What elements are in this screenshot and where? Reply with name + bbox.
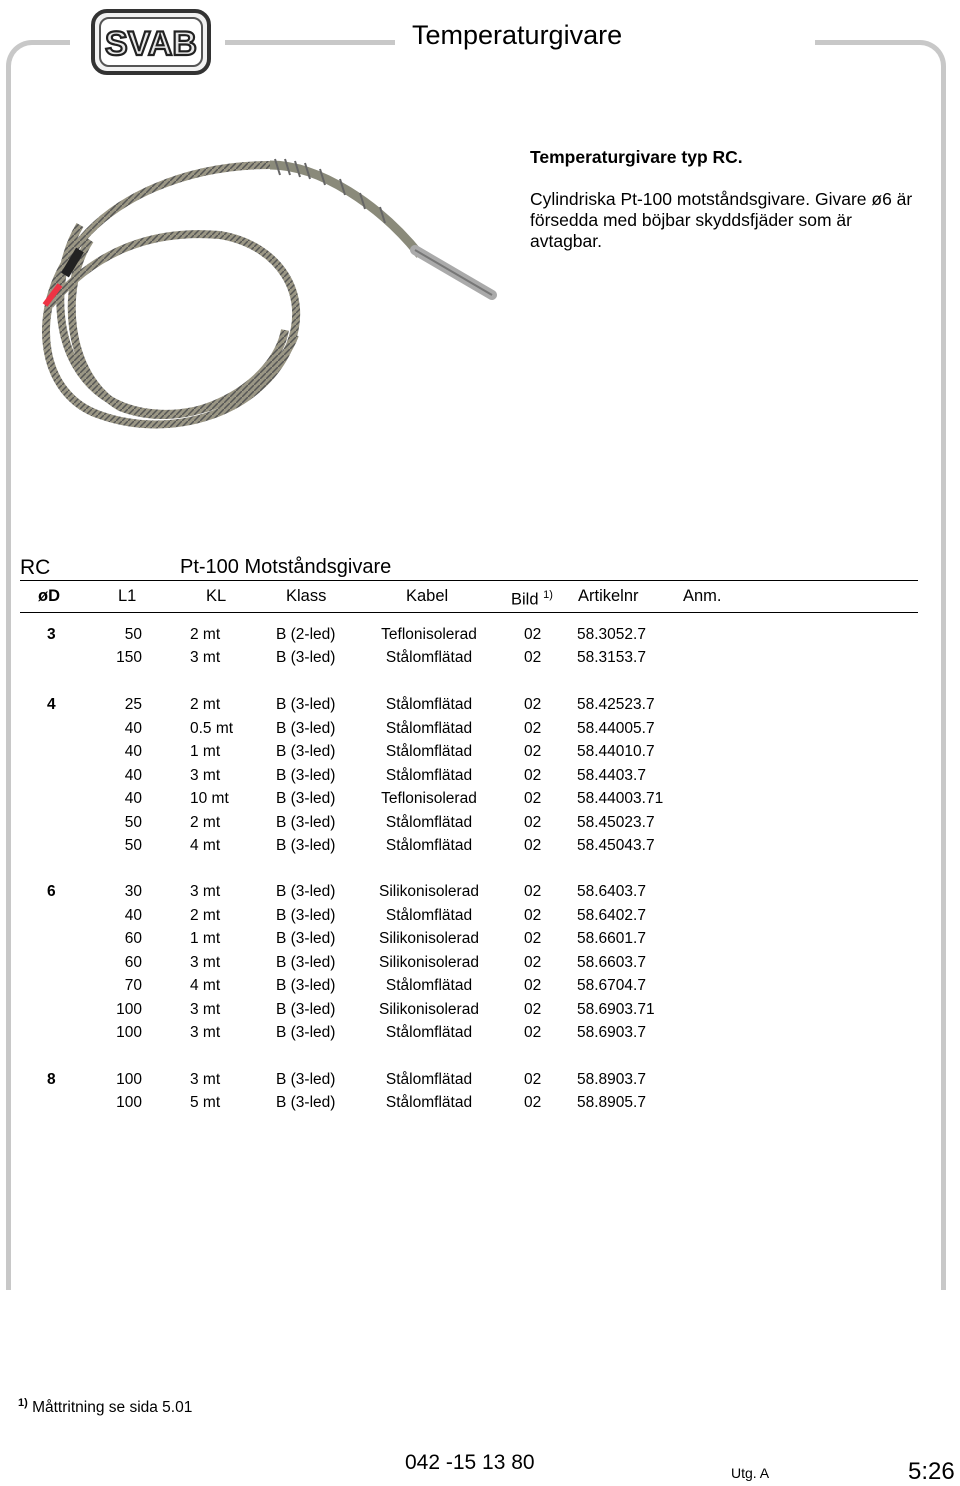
cell-l1: 50 — [124, 626, 142, 643]
cell-bild: 02 — [524, 743, 542, 760]
cell-art: 58.6402.7 — [577, 907, 646, 924]
type-label: RC — [20, 556, 51, 579]
footnote-marker: 1) — [18, 1397, 28, 1409]
cell-kabel: Stålomflätad — [385, 907, 473, 924]
cell-art: 58.42523.7 — [577, 696, 655, 713]
cell-kabel: Silikonisolerad — [379, 930, 479, 947]
cell-kabel: Teflonisolerad — [381, 790, 477, 807]
cell-kabel: Stålomflätad — [385, 1071, 473, 1088]
cell-klass: B (3-led) — [276, 790, 336, 807]
footer-phone: 042 -15 13 80 — [405, 1451, 535, 1474]
header-bild — [511, 589, 553, 610]
cell-kl: 2 mt — [190, 907, 221, 924]
cell-art: 58.6704.7 — [577, 977, 646, 994]
cell-bild: 02 — [524, 954, 542, 971]
cell-klass: B (3-led) — [276, 1001, 336, 1018]
cell-kl: 3 mt — [190, 1071, 221, 1088]
cell-klass: B (3-led) — [276, 1024, 336, 1041]
header-kabel: Kabel — [406, 587, 449, 605]
cell-bild: 02 — [524, 1094, 542, 1111]
header-anm: Anm. — [683, 587, 722, 605]
cell-l1: 100 — [116, 1094, 142, 1111]
header-bild-note: 1) — [543, 589, 553, 601]
cell-kabel: Stålomflätad — [385, 837, 473, 854]
cell-l1: 40 — [124, 720, 142, 737]
table-top-rule — [20, 580, 918, 581]
cell-l1: 60 — [124, 954, 142, 971]
cell-klass: B (3-led) — [276, 907, 336, 924]
cell-klass: B (2-led) — [276, 626, 336, 643]
cell-kabel: Silikonisolerad — [379, 1001, 479, 1018]
cell-klass: B (3-led) — [276, 814, 336, 831]
cell-art: 58.8903.7 — [577, 1071, 646, 1088]
cell-art: 58.44010.7 — [577, 743, 655, 760]
cell-l1: 40 — [124, 907, 142, 924]
header-klass: Klass — [286, 587, 327, 605]
section-title: Pt-100 Motståndsgivare — [180, 556, 392, 578]
cell-bild: 02 — [524, 790, 542, 807]
cell-kabel: Stålomflätad — [385, 977, 473, 994]
cell-kl: 0.5 mt — [190, 720, 234, 737]
footnote-text: Måttritning se sida 5.01 — [32, 1399, 193, 1417]
cell-bild: 02 — [524, 696, 542, 713]
page-number: 5:26 — [908, 1458, 955, 1485]
cell-bild: 02 — [524, 649, 542, 666]
cell-l1: 30 — [124, 883, 142, 900]
cell-art: 58.45023.7 — [577, 814, 655, 831]
cell-kl: 3 mt — [190, 883, 221, 900]
cell-l1: 50 — [124, 814, 142, 831]
cell-kabel: Stålomflätad — [385, 720, 473, 737]
cell-bild: 02 — [524, 977, 542, 994]
cell-art: 58.6403.7 — [577, 883, 646, 900]
cell-l1: 60 — [124, 930, 142, 947]
cell-art: 58.6603.7 — [577, 954, 646, 971]
cell-bild: 02 — [524, 767, 542, 784]
cell-bild: 02 — [524, 1024, 542, 1041]
cell-art: 58.6903.71 — [577, 1001, 655, 1018]
cell-l1: 100 — [116, 1001, 142, 1018]
cell-art: 58.8905.7 — [577, 1094, 646, 1111]
cell-kabel: Teflonisolerad — [381, 626, 477, 643]
cell-kl: 3 mt — [190, 1001, 221, 1018]
cell-bild: 02 — [524, 720, 542, 737]
footer-edition: Utg. A — [731, 1465, 770, 1481]
cell-l1: 25 — [124, 696, 142, 713]
cell-bild: 02 — [524, 930, 542, 947]
cell-klass: B (3-led) — [276, 767, 336, 784]
cell-kabel: Stålomflätad — [385, 767, 473, 784]
page-title: Temperaturgivare — [412, 20, 623, 50]
cell-l1: 100 — [116, 1024, 142, 1041]
cell-l1: 50 — [124, 837, 142, 854]
cell-klass: B (3-led) — [276, 883, 336, 900]
cell-kabel: Stålomflätad — [385, 696, 473, 713]
cell-bild: 02 — [524, 1001, 542, 1018]
cell-bild: 02 — [524, 837, 542, 854]
cell-klass: B (3-led) — [276, 954, 336, 971]
cell-art: 58.3153.7 — [577, 649, 646, 666]
cell-bild: 02 — [524, 626, 542, 643]
cell-kl: 3 mt — [190, 1024, 221, 1041]
cell-l1: 150 — [116, 649, 142, 666]
cell-kabel: Silikonisolerad — [379, 883, 479, 900]
cell-kl: 3 mt — [190, 954, 221, 971]
cell-kl: 10 mt — [190, 790, 229, 807]
svab-logo — [90, 8, 212, 76]
cell-d: 4 — [47, 696, 56, 713]
cell-klass: B (3-led) — [276, 1071, 336, 1088]
cell-art: 58.4403.7 — [577, 767, 646, 784]
cell-bild: 02 — [524, 814, 542, 831]
cell-l1: 40 — [124, 743, 142, 760]
cell-d: 8 — [47, 1071, 56, 1088]
header-l1: L1 — [118, 587, 137, 605]
intro-heading: Temperaturgivare typ RC. — [530, 147, 743, 167]
cell-klass: B (3-led) — [276, 977, 336, 994]
intro-description: Cylindriska Pt-100 motståndsgivare. Givare ø6 är försedda med böjbar skyddsfjäder som är avtagbar. — [530, 189, 913, 251]
cell-kl: 1 mt — [190, 743, 221, 760]
cell-kabel: Stålomflätad — [385, 1094, 473, 1111]
cell-art: 58.3052.7 — [577, 626, 646, 643]
cell-kl: 1 mt — [190, 930, 221, 947]
cell-klass: B (3-led) — [276, 837, 336, 854]
cell-d: 3 — [47, 626, 56, 643]
cell-l1: 100 — [116, 1071, 142, 1088]
cell-art: 58.6903.7 — [577, 1024, 646, 1041]
cell-kl: 4 mt — [190, 837, 221, 854]
cell-bild: 02 — [524, 907, 542, 924]
header-artikelnr: Artikelnr — [578, 587, 639, 605]
cell-klass: B (3-led) — [276, 743, 336, 760]
svg-text:SVAB: SVAB — [105, 25, 197, 63]
cell-kabel: Silikonisolerad — [379, 954, 479, 971]
cell-art: 58.44003.71 — [577, 790, 664, 807]
cell-art: 58.6601.7 — [577, 930, 646, 947]
cell-art: 58.45043.7 — [577, 837, 655, 854]
cell-kl: 2 mt — [190, 814, 221, 831]
intro — [530, 147, 920, 252]
cell-art: 58.44005.7 — [577, 720, 655, 737]
cell-kl: 3 mt — [190, 767, 221, 784]
cell-kl: 3 mt — [190, 649, 221, 666]
cell-klass: B (3-led) — [276, 696, 336, 713]
header-diameter: øD — [38, 587, 60, 605]
cell-kl: 2 mt — [190, 696, 221, 713]
cell-l1: 40 — [124, 767, 142, 784]
header-bild-label: Bild — [511, 590, 539, 609]
cell-klass: B (3-led) — [276, 649, 336, 666]
cell-kl: 4 mt — [190, 977, 221, 994]
table-header-rule — [20, 612, 918, 613]
header-kl: KL — [206, 587, 227, 605]
sensor-image — [20, 145, 500, 545]
cell-kabel: Stålomflätad — [385, 814, 473, 831]
cell-klass: B (3-led) — [276, 1094, 336, 1111]
cell-kabel: Stålomflätad — [385, 1024, 473, 1041]
cell-kl: 2 mt — [190, 626, 221, 643]
cell-kabel: Stålomflätad — [385, 743, 473, 760]
cell-bild: 02 — [524, 1071, 542, 1088]
cell-kabel: Stålomflätad — [385, 649, 473, 666]
cell-kl: 5 mt — [190, 1094, 221, 1111]
footnote — [18, 1397, 192, 1417]
cell-klass: B (3-led) — [276, 930, 336, 947]
cell-klass: B (3-led) — [276, 720, 336, 737]
cell-l1: 40 — [124, 790, 142, 807]
cell-bild: 02 — [524, 883, 542, 900]
cell-l1: 70 — [124, 977, 142, 994]
cell-d: 6 — [47, 883, 56, 900]
